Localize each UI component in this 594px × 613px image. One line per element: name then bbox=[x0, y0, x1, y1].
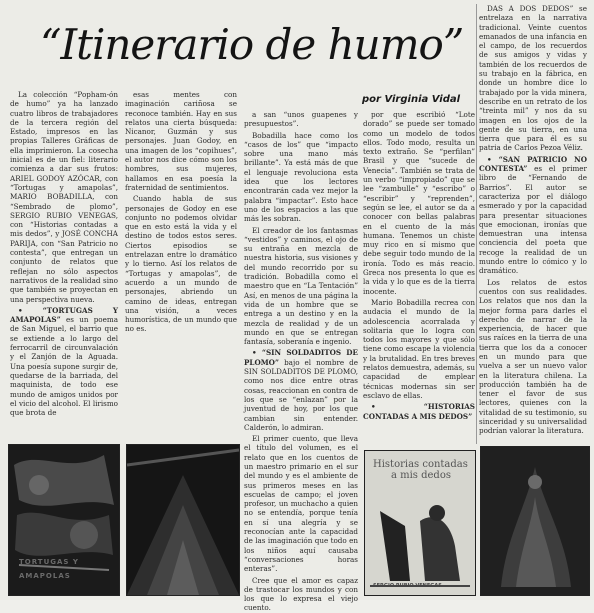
paragraph: Cree que el amor es capaz de trastocar los mundos y con los que lo expresa el viejo cuento. bbox=[244, 575, 358, 613]
column-divider bbox=[476, 4, 477, 444]
book-cover-author: SERGIO RUBIO VENEGAS bbox=[373, 583, 442, 589]
article-title: “Itinerario de humo” bbox=[40, 20, 464, 69]
section-heading: • “TORTUGAS Y AMAPOLAS” bbox=[10, 305, 118, 325]
paragraph: • “TORTUGAS Y AMAPOLAS” es un poema de San Miguel, el barrio que se extiende a lo largo del ferrocarril de circunvalación y el Zanjón de la Aguada. Una poesía supone surgir de, quedarse de la barriada, del maquinista, de todo ese mundo de amigos unidos por el vicio del alcohol. El lirismo que brota de bbox=[10, 305, 118, 418]
paragraph: El primer cuento, que lleva el título del volumen, es el relato que en los cuentos de un maestro primario en el sur del mundo y es el ambiente de sus primeros meses en las escuelas de campo; el joven profesor, un muchacho a quien no se entendía, porque tenía en sí una alegría y se reconocían ante la capacidad de las imaginación que todo en los niños aquí causaba “conversaciones horas enteras”. bbox=[244, 434, 358, 574]
article-byline: por Virginia Vidal bbox=[362, 94, 461, 105]
book-cover-illustration bbox=[127, 445, 239, 595]
book-cover-photo-2 bbox=[126, 444, 240, 596]
column-3 bbox=[244, 110, 358, 613]
paragraph: La colección “Popham-ón de humo” ya ha lanzado cuatro libros de trabajadores de la tercera región del Estado, impresos en las propias Talleres Gráficas de ella imprimieron. La cosecha inicial es de un fiel: literario comienza a dar sus frutos: ARIEL GODOY AZÓCAR, con “Tortugas y amapolas”, MARIO BOBADILLA, con “Sembrado de plomo”, SERGIO RUBIO VENEGAS, con “Historias contadas a mis dedos”, y JOSÉ CONCHA PARIJA, con “San Patricio no contesta”, que entregan un conjunto de relatos que reflejan no sólo aspectos narrativos de la realidad sino que también se proyectan en una perspectiva nueva. bbox=[10, 90, 118, 304]
section-heading: • “HISTORIAS CONTADAS A MIS DEDOS” bbox=[363, 402, 475, 421]
paragraph: a san “unos guapenes y presupuestos”. bbox=[244, 110, 358, 129]
book-cover-photo-3 bbox=[364, 450, 476, 596]
paragraph: por que escribió “Lote dorado” se puede ser tomado como un modelo de todos ellos. Todo modo, resulta un texto extraño. Se “perfilan” Brasil y que “sucede de Venecia”. También se trata de un verbo “impropiado” que se lee “zambulle” y “escribo” o “escribir” y “reprenden”, según se lee, el autor se da a conocer con bellas palabras en el cuento de la más humana. Tenemos un chiste muy rico en sí mismo que debe seguir todo mundo de la ironía. Todo es más reacio. Greca nos presenta lo que es la vida y lo que es de la tierra inocente. bbox=[363, 110, 475, 296]
paragraph: esas mentes con imaginación cariñosa se reconoce también. Hay en sus relatos una cierta búsqueda: Nicanor, Guzmán y sus personajes. Juan Godoy, en una imagen de los “copihues”, el autor nos dice cómo son los hombres, sus mujeres, hallamos en esa poesía la fraternidad de sentimientos. bbox=[125, 90, 237, 192]
paragraph: El creador de los fantasmas “vestidos” y caminos, el ojo de su entraña en mezcla de nuestra historia, sus visiones y del mundo recorrido por su tradición. Bobadilla como el maestro que en “La Tentación” Así, en menos de una página la vida de un hombre que se entrega a un destino y en la mezcla de realidad y de un mundo en que se entregan fantasía, soberanía e ingenio. bbox=[244, 225, 358, 347]
paragraph: Los relatos de estos cuentos con sus realidades. Los relatos que nos dan la mejor forma para darles el derecho de narrar de la experiencia, de hacer que sus raíces en la tierra de una tierra que los da a conocer en un mundo para que vuelva a ser un nuevo valor en la literatura chilena. La producción también ha de tener el favor de sus lectores, quienes con la vitalidad de su testimonio, su sinceridad y su universalidad podrían valorar la literatura. bbox=[479, 277, 587, 436]
paragraph bbox=[363, 402, 475, 421]
column-5 bbox=[479, 4, 587, 444]
section-heading: • “SAN PATRICIO NO CONTESTA” bbox=[479, 154, 587, 174]
book-cover-photo-4 bbox=[480, 446, 590, 596]
paragraph: DAS A DOS DEDOS” se entrelaza en la narrativa tradicional. Veinte cuentos emanados de una infancia en el campo, de los recuerdos de sus amigos y vidas y también de los recuerdos de su trabajo en la fábrica, en donde un hombre dice lo trabajado por la vida minera, describe en un retrato de los “treinta mil” y nos da su imagen en los ojos de la gente de su tierra, en una tierra que para él es su patria de Carlos Pezoa Véliz. bbox=[479, 4, 587, 153]
book-cover-caption: TORTUGAS Y AMAPOLAS bbox=[19, 558, 79, 580]
column-2 bbox=[125, 90, 237, 442]
paragraph: • “SIN SOLDADITOS DE PLOMO” bajo el nombre de SIN SOLDADITOS DE PLOMO, como nos dice entre otras cosas, reaccionan en contra de los que se “enlazan” por la juventud de hoy, por los que cambian sin entender. Calderón, lo admiran. bbox=[244, 348, 358, 432]
paragraph: Bobadilla hace como los “casos de los” que “impacto sobre una mano más brillante”. Ya está más de que el lenguaje revoluciona esta idea que los lectores encontrarán cada vez mejor la palabra “impactar”. Esto hace uno de los espacios a las que más les sobran. bbox=[244, 130, 358, 224]
paragraph: Cuando habla de sus personajes de Godoy en ese conjunto no podemos olvidar que en esto está la vida y el destino de todos estos seres. Ciertos episodios se entrelazan entre lo dramático y lo tierno. Así los relatos de “Tortugas y amapolas”, de acuerdo a un mundo de personajes, abriendo un camino de ideas, entregan una visión, a veces humorística, de un mundo que no es. bbox=[125, 194, 237, 334]
section-heading: • “SIN SOLDADITOS DE PLOMO” bbox=[244, 348, 358, 367]
column-4 bbox=[363, 110, 475, 446]
book-cover-photo-1 bbox=[8, 444, 120, 596]
book-cover-illustration bbox=[481, 447, 589, 595]
paragraph: Mario Bobadilla recrea con audacia el mundo de la adolescencia acorralada y solitaria que lo logra con todos los mayores y que sólo tiene como escape la violencia y la brutalidad. En tres breves relatos demuestra, además, su capacidad de emplear técnicas modernas sin ser esclavo de ellas. bbox=[363, 297, 475, 400]
column-1 bbox=[10, 90, 118, 442]
paragraph: • “SAN PATRICIO NO CONTESTA” es el primer libro de “Fernando de Barrios”. El autor se caracteriza por el diálogo esmerado y por la capacidad para presentar situaciones que emocionan, ironías que demuestran una intensa conciencia del poeta que recoge la realidad de un mundo entre lo cómico y lo dramático. bbox=[479, 154, 587, 276]
book-cover-title: Historias contadas a mis dedos bbox=[373, 459, 468, 481]
